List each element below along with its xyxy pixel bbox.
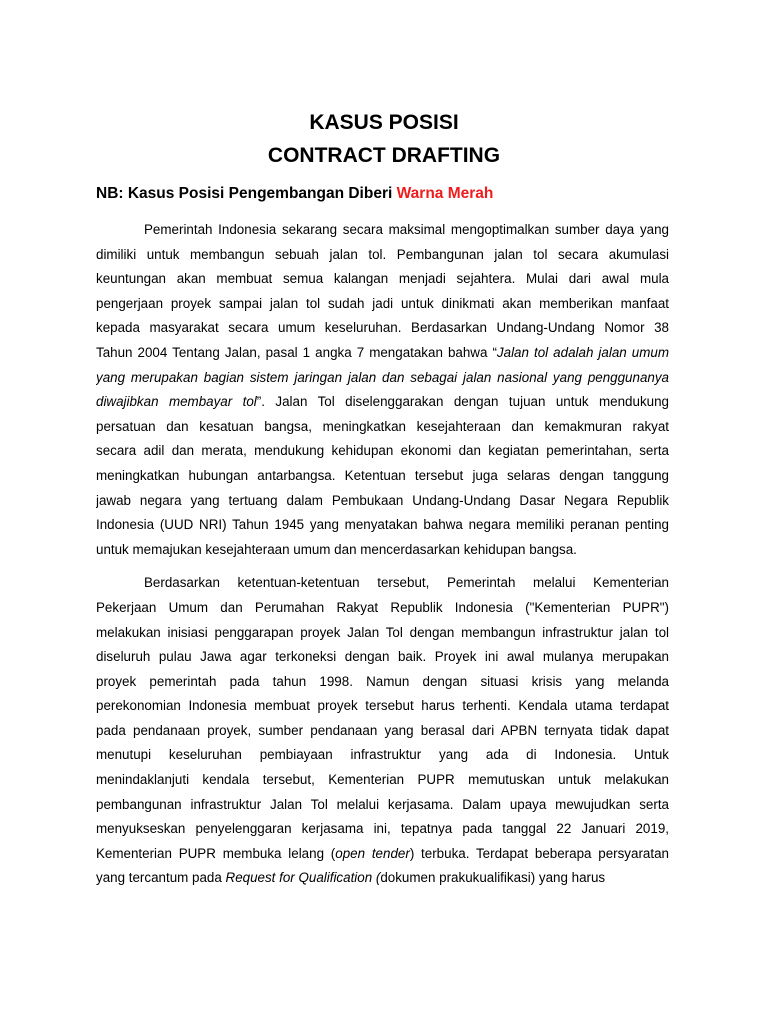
text-line [96,513,669,538]
text-run: kepada masyarakat secara umum keseluruhan. Berdasarkan Undang-Undang Nomor 38 [96,320,669,336]
text-run: perekonomian Indonesia membuat proyek tersebut harus terhenti. Kendala utama terdapat [96,698,669,714]
text-run: secara adil dan merata, mendukung kehidupan ekonomi dan kegiatan pemerintahan, serta [96,443,669,459]
text-run: keuntungan akan membuat semua kalangan menjadi sejahtera. Mulai dari awal mula [96,271,669,287]
italic-text: open tender [335,845,410,861]
text-run: jawab negara yang tertuang dalam Pembukaan Undang-Undang Dasar Negara Republik [96,492,669,508]
text-run: menindaklanjuti kendala tersebut, Kementerian PUPR memutuskan untuk melakukan [96,772,669,788]
text-run: untuk memajukan kesejahteraan umum dan mencerdasarkan kehidupan bangsa. [96,541,577,557]
text-line [96,415,669,440]
text-run: menutupi keseluruhan pembiayaan infrastruktur yang ada di Indonesia. Untuk [96,747,669,763]
text-run: ) terbuka. Terdapat beberapa persyaratan [409,845,669,861]
text-run: melakukan inisiasi penggarapan proyek Jalan Tol dengan membangun infrastruktur jalan tol [96,624,669,640]
text-run: yang tercantum pada [96,870,226,886]
text-line [96,768,669,793]
note-line [96,183,493,205]
text-line [96,571,669,596]
text-run: ”. Jalan Tol diselenggarakan dengan tujuan untuk mendukung [256,394,669,410]
text-line [96,842,669,867]
text-line [96,719,669,744]
text-line [96,316,669,341]
text-line [96,743,669,768]
text-line [96,645,669,670]
text-line [96,793,669,818]
text-line [96,243,669,268]
text-run: pengerjaan proyek sampai jalan tol sudah jadi untuk dinikmati akan memberikan manfaat [96,295,669,311]
text-line [96,341,669,366]
paragraph-1 [96,218,669,562]
note-prefix: NB: Kasus Posisi Pengembangan Diberi [96,185,397,202]
title-line-2: CONTRACT DRAFTING [267,144,501,167]
text-line [96,464,669,489]
text-line [96,439,669,464]
text-run: Indonesia (UUD NRI) Tahun 1945 yang menyatakan bahwa negara memiliki peranan penting [96,517,669,533]
italic-text: diwajibkan membayar tol [96,394,257,410]
text-line [96,866,669,891]
text-run: Pekerjaan Umum dan Perumahan Rakyat Republik Indonesia ("Kementerian PUPR") [96,599,669,615]
text-run: menyukseskan penyelenggaran kerjasama ini, tepatnya pada tanggal 22 Januari 2019, [96,821,669,837]
text-line [96,621,669,646]
text-run: proyek pemerintah pada tahun 1998. Namun dengan situasi krisis yang melanda [96,673,669,689]
text-run: dimiliki untuk membangun sebuah jalan tol. Pembangunan jalan tol secara akumulasi [96,246,669,262]
text-line [96,267,669,292]
text-run: Tahun 2004 Tentang Jalan, pasal 1 angka 7 mengatakan bahwa “ [96,344,497,360]
body-text [96,218,669,891]
text-line [96,694,669,719]
text-run: Pemerintah Indonesia sekarang secara maksimal mengoptimalkan sumber daya yang [144,222,669,237]
text-run: persatuan dan kesatuan bangsa, meningkatkan kesejahteraan dan kemakmuran rakyat [96,418,669,434]
text-line [96,817,669,842]
text-line [96,292,669,317]
text-line [96,366,669,391]
text-run: Berdasarkan ketentuan-ketentuan tersebut, Pemerintah melalui Kementerian [144,575,669,591]
italic-text: Request for Qualification ( [225,870,381,886]
text-line [96,218,669,243]
italic-text: yang merupakan bagian sistem jaringan jalan dan sebagai jalan nasional yang penggunanya [96,369,669,385]
text-run: meningkatkan hubungan antarbangsa. Ketentuan tersebut juga selaras dengan tanggung [96,467,669,483]
text-line [96,596,669,621]
note-highlight: Warna Merah [396,185,494,202]
document-title [0,106,768,172]
paragraph-2 [96,571,669,891]
text-run: dokumen prakukualifikasi) yang harus [380,870,606,886]
text-line [96,670,669,695]
text-run: pada pendanaan proyek, sumber pendanaan yang berasal dari APBN ternyata tidak dapat [96,722,669,738]
italic-text: Jalan tol adalah jalan umum [496,344,669,360]
text-run: Kementerian PUPR membuka lelang ( [96,845,336,861]
text-line [96,538,669,563]
text-line [96,489,669,514]
text-run: diseluruh pulau Jawa agar terkoneksi dengan baik. Proyek ini awal mulanya merupakan [96,649,669,665]
text-line [96,390,669,415]
title-line-1: KASUS POSISI [309,111,459,134]
text-run: pembangunan infrastruktur Jalan Tol melalui kerjasama. Dalam upaya mewujudkan serta [96,796,669,812]
